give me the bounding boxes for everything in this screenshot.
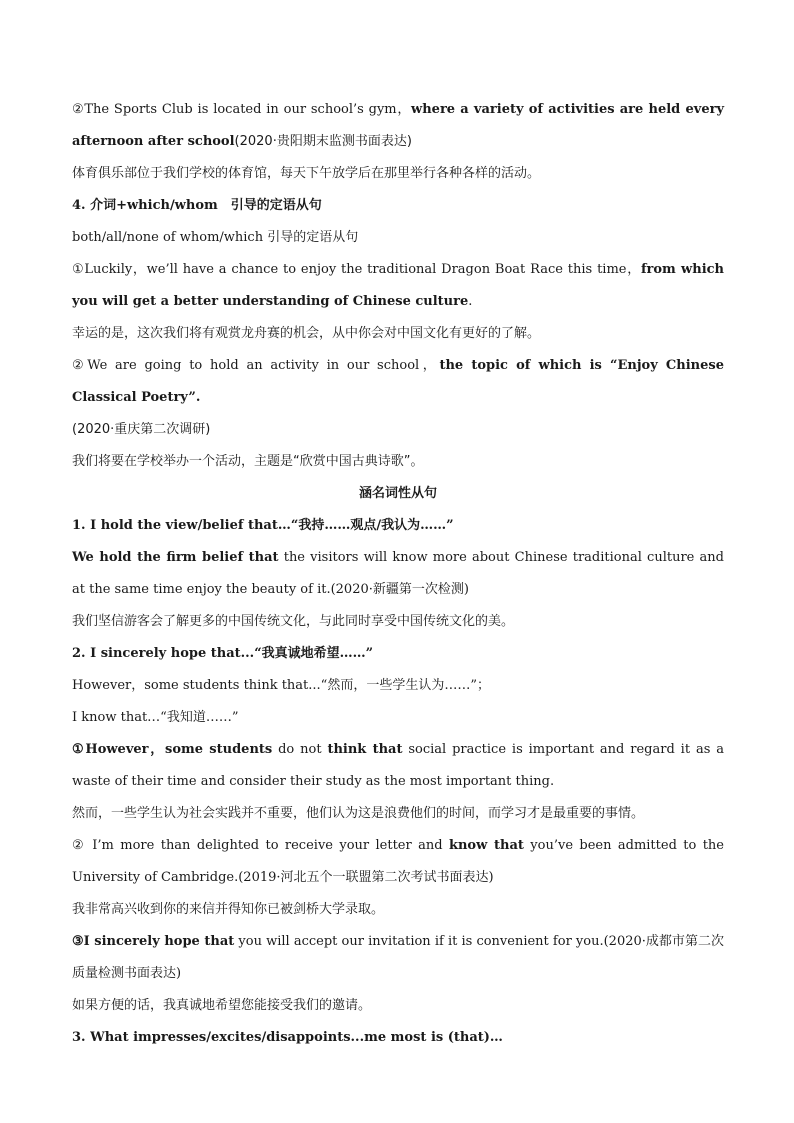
example-sentence: [72, 542, 724, 606]
example-sentence: [72, 94, 724, 158]
bold-phrase: ③I sincerely hope that: [72, 934, 235, 949]
heading-2: 2. I sincerely hope that...“我真诚地希望……”: [72, 646, 374, 661]
sentence-text: you will accept our invitation if it is convenient for you.(2020·成都市第二次质量检测书面表达): [72, 934, 724, 981]
document-body: [72, 94, 724, 1054]
example-sentence: [72, 734, 724, 798]
translation: 我们坚信游客会了解更多的中国传统文化，与此同时享受中国传统文化的美。: [72, 614, 515, 629]
source-note: (2020·贵阳期末监测书面表达): [234, 134, 412, 149]
example-sentence: [72, 926, 724, 990]
sentence-text: the visitors will know more about Chinese traditional culture and at the same time enjoy the beauty of it.(2020·新疆第一次检测): [72, 550, 724, 597]
bold-phrase: think that: [327, 742, 403, 757]
bold-phrase: ①However，some students: [72, 742, 273, 757]
example-sentence: [72, 830, 724, 894]
rule-text: However，some students think that...“然而，一些学生认为……”；: [72, 678, 490, 693]
sentence-text: ②The Sports Club is located in our school’s gym，: [72, 102, 412, 117]
rule-text: both/all/none of whom/which 引导的定语从句: [72, 230, 359, 245]
translation: 然而，一些学生认为社会实践并不重要，他们认为这是浪费他们的时间，而学习才是最重要的事情。: [72, 806, 645, 821]
bold-phrase: We hold the firm belief that: [72, 550, 279, 565]
bold-phrase: know that: [448, 838, 524, 853]
rule-text: I know that…“我知道……”: [72, 710, 239, 725]
sentence-text: do not: [272, 742, 328, 757]
translation: 体育俱乐部位于我们学校的体育馆，每天下午放学后在那里举行各种各样的活动。: [72, 166, 541, 181]
example-sentence: [72, 350, 724, 446]
sentence-text: ②We are going to hold an activity in our school，: [72, 358, 440, 373]
sentence-text: ② I’m more than delighted to receive your letter and: [72, 838, 449, 853]
sentence-text: .: [468, 294, 473, 309]
bold-phrase: the topic of which is “Enjoy Chinese Classical Poetry”.: [72, 358, 724, 405]
heading-4: 4. 介词+which/whom 引导的定语从句: [72, 198, 322, 213]
sentence-text: ①Luckily，we’ll have a chance to enjoy the traditional Dragon Boat Race this time，: [72, 262, 641, 277]
source-note: (2020·重庆第二次调研): [72, 422, 211, 437]
bold-phrase: from which you will get a better understanding of Chinese culture: [72, 262, 725, 309]
section-title: 涵名词性从句: [358, 486, 437, 501]
translation: 我们将要在学校举办一个活动，主题是“欣赏中国古典诗歌”。: [72, 454, 424, 469]
translation: 如果方便的话，我真诚地希望您能接受我们的邀请。: [72, 998, 372, 1013]
sentence-text: you’ve been admitted to the University of Cambridge.(2019·河北五个一联盟第二次考试书面表达): [72, 838, 724, 885]
translation: 幸运的是，这次我们将有观赏龙舟赛的机会，从中你会对中国文化有更好的了解。: [72, 326, 541, 341]
sentence-text: social practice is important and regard it as a waste of their time and consider their study as the most important thing.: [72, 742, 724, 789]
heading-3: 3. What impresses/excites/disappoints...me most is (that)…: [72, 1030, 503, 1045]
example-sentence: [72, 254, 724, 318]
heading-1: 1. I hold the view/belief that…“我持……观点/我认为……”: [72, 518, 454, 533]
bold-phrase: where a variety of activities are held every afternoon after school: [72, 102, 724, 149]
translation: 我非常高兴收到你的来信并得知你已被剑桥大学录取。: [72, 902, 385, 917]
